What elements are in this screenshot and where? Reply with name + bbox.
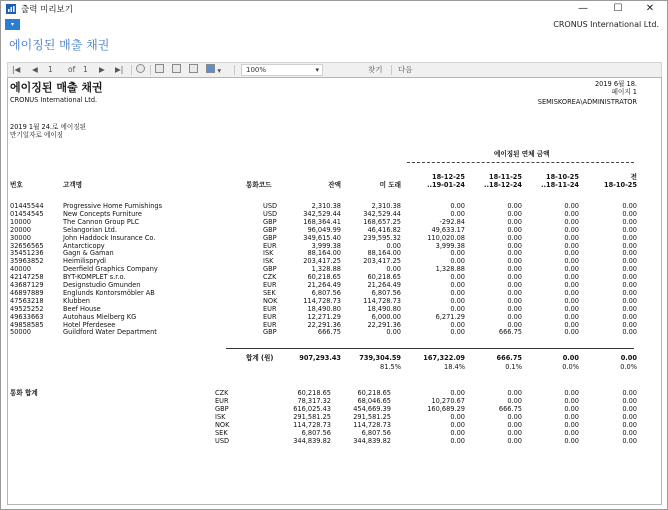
- cell-period1: 0.00: [450, 209, 465, 218]
- report-title: 에이징된 매출 채권: [10, 81, 103, 94]
- cell-period2: 0.00: [507, 241, 522, 250]
- cell-currency-code: ISK: [263, 257, 274, 266]
- col-header-period3-end: ..18-11-24: [540, 181, 579, 189]
- cell-period1: 3,999.38: [435, 241, 465, 250]
- cell-period2: 0.00: [507, 209, 522, 218]
- cell-customer-name: New Concepts Furniture: [63, 209, 142, 218]
- percent-period4: 0.0%: [620, 363, 637, 371]
- cell-currency-code: GBP: [263, 225, 277, 234]
- cell-period4: 0.00: [622, 225, 637, 234]
- currency-total-amount: 0.00: [564, 397, 579, 405]
- report-user: SEMISKOREA\ADMINISTRATOR: [537, 98, 637, 106]
- currency-total-amount: 6,807.56: [361, 429, 391, 437]
- col-header-period4-start: 전: [630, 173, 637, 181]
- currency-total-code: CZK: [215, 389, 229, 397]
- cell-customer-name: Designstudio Gmunden: [63, 281, 141, 289]
- report-page-number: 페이지 1: [611, 88, 637, 96]
- page-total: 1: [83, 65, 88, 74]
- cell-customer-no: 49858585: [10, 320, 44, 329]
- cell-not-due: 168,657.25: [363, 217, 401, 226]
- overdue-divider: [407, 162, 634, 163]
- currency-total-amount: 0.00: [507, 397, 522, 405]
- cell-period1: 110,020.08: [427, 233, 465, 242]
- printer-icon[interactable]: [155, 64, 164, 77]
- cell-period3: 0.00: [564, 217, 579, 226]
- cell-customer-no: 10000: [10, 217, 31, 226]
- cell-not-due: 0.00: [386, 328, 401, 337]
- currency-total-amount: 0.00: [450, 429, 465, 437]
- cell-customer-name: Englunds Kontorsmöbler AB: [63, 288, 155, 297]
- cell-period4: 0.00: [622, 265, 637, 274]
- col-header-period4-end: 18-10-25: [603, 181, 637, 189]
- currency-total-amount: 0.00: [564, 437, 579, 445]
- cell-period2: 0.00: [507, 281, 522, 289]
- col-header-no: 번호: [10, 181, 23, 189]
- currency-total-amount: 114,728.73: [293, 421, 331, 429]
- currency-total-amount: 291,581.25: [353, 413, 391, 421]
- cell-period2: 0.00: [507, 233, 522, 242]
- cell-period2: 0.00: [507, 288, 522, 297]
- cell-period1: -292.84: [439, 217, 465, 226]
- currency-total-amount: 0.00: [622, 437, 637, 445]
- cell-period4: 0.00: [622, 296, 637, 305]
- cell-period1: 0.00: [450, 273, 465, 282]
- cell-customer-name: Gagn & Gaman: [63, 249, 114, 258]
- col-header-period1-end: ..19-01-24: [426, 181, 465, 189]
- currency-total-amount: 0.00: [507, 437, 522, 445]
- currency-total-code: ISK: [215, 413, 226, 421]
- menu-dropdown-button[interactable]: ▾: [5, 19, 20, 30]
- cell-customer-no: 20000: [10, 225, 31, 234]
- currency-total-amount: 0.00: [507, 389, 522, 397]
- currency-total-amount: 6,807.56: [301, 429, 331, 437]
- zoom-value: 100%: [246, 66, 267, 74]
- cell-period3: 0.00: [564, 328, 579, 337]
- overdue-header: 에이징된 연체 금액: [494, 150, 550, 158]
- currency-total-label: 통화 합계: [10, 389, 38, 397]
- cell-period3: 0.00: [564, 265, 579, 274]
- cell-not-due: 46,416.82: [367, 225, 401, 234]
- cell-period4: 0.00: [622, 202, 637, 210]
- cell-period2: 0.00: [507, 273, 522, 282]
- preview-toolbar: [7, 62, 662, 78]
- currency-total-code: GBP: [215, 405, 229, 413]
- currency-total-amount: 0.00: [450, 413, 465, 421]
- cell-customer-name: Beef House: [63, 304, 101, 313]
- cell-customer-name: John Haddock Insurance Co.: [63, 233, 156, 242]
- cell-period2: 0.00: [507, 312, 522, 321]
- cell-currency-code: SEK: [263, 288, 276, 297]
- stop-icon[interactable]: [136, 64, 145, 77]
- cell-period3: 0.00: [564, 273, 579, 282]
- currency-total-amount: 0.00: [564, 421, 579, 429]
- col-header-balance: 잔액: [328, 181, 341, 189]
- cell-period4: 0.00: [622, 209, 637, 218]
- cell-balance: 666.75: [317, 328, 341, 337]
- maximize-button[interactable]: ☐: [613, 3, 623, 14]
- minimize-button[interactable]: —: [578, 3, 588, 14]
- currency-total-amount: 0.00: [622, 413, 637, 421]
- cell-balance: 3,999.38: [311, 241, 341, 250]
- cell-period4: 0.00: [622, 249, 637, 258]
- cell-currency-code: EUR: [263, 281, 277, 289]
- cell-period4: 0.00: [622, 257, 637, 266]
- currency-total-amount: 68,046.65: [357, 397, 391, 405]
- cell-period2: 0.00: [507, 265, 522, 274]
- cell-period4: 0.00: [622, 312, 637, 321]
- cell-customer-name: The Cannon Group PLC: [63, 217, 140, 226]
- find-next-link[interactable]: 다음: [398, 65, 413, 74]
- cell-period4: 0.00: [622, 217, 637, 226]
- cell-balance: 168,364.41: [303, 217, 341, 226]
- cell-customer-no: 35451236: [10, 249, 44, 258]
- cell-period4: 0.00: [622, 288, 637, 297]
- cell-period4: 0.00: [622, 281, 637, 289]
- cell-period1: 49,633.17: [431, 225, 465, 234]
- cell-not-due: 6,000.00: [371, 312, 401, 321]
- cell-period2: 0.00: [507, 257, 522, 266]
- total-not-due: 739,304.59: [359, 354, 401, 362]
- cell-customer-name: Progressive Home Furnishings: [63, 202, 163, 210]
- cell-period3: 0.00: [564, 288, 579, 297]
- cell-customer-no: 49633663: [10, 312, 44, 321]
- cell-period1: 0.00: [450, 320, 465, 329]
- cell-customer-no: 50000: [10, 328, 31, 337]
- report-company: CRONUS International Ltd.: [10, 96, 98, 104]
- cell-customer-name: Klubben: [63, 296, 90, 305]
- cell-customer-no: 49525252: [10, 304, 44, 313]
- currency-total-code: NOK: [215, 421, 230, 429]
- cell-balance: 114,728.73: [303, 296, 341, 305]
- cell-period1: 0.00: [450, 281, 465, 289]
- last-page-button[interactable]: ▶|: [115, 65, 124, 74]
- cell-period1: 0.00: [450, 202, 465, 210]
- cell-currency-code: GBP: [263, 328, 277, 337]
- cell-currency-code: CZK: [263, 273, 277, 282]
- cell-period3: 0.00: [564, 249, 579, 258]
- currency-total-amount: 344,839.82: [353, 437, 391, 445]
- cell-customer-name: Hotel Pferdesee: [63, 320, 116, 329]
- total-period1: 167,322.09: [423, 354, 465, 362]
- cell-customer-name: Heimilisprydi: [63, 257, 107, 266]
- cell-period4: 0.00: [622, 304, 637, 313]
- cell-customer-no: 43687129: [10, 281, 44, 289]
- cell-period1: 0.00: [450, 296, 465, 305]
- cell-period1: 0.00: [450, 288, 465, 297]
- cell-customer-name: Guildford Water Department: [63, 328, 157, 337]
- cell-period3: 0.00: [564, 209, 579, 218]
- cell-period1: 1,328.88: [435, 265, 465, 274]
- currency-total-amount: 10,270.67: [431, 397, 465, 405]
- cell-not-due: 88,164.00: [367, 249, 401, 258]
- currency-total-amount: 0.00: [450, 421, 465, 429]
- currency-total-code: EUR: [215, 397, 229, 405]
- percent-not-due: 81.5%: [380, 363, 401, 371]
- currency-total-amount: 0.00: [450, 389, 465, 397]
- cell-not-due: 2,310.38: [371, 202, 401, 210]
- cell-period1: 6,271.29: [435, 312, 465, 321]
- cell-currency-code: GBP: [263, 217, 277, 226]
- cell-currency-code: ISK: [263, 249, 274, 258]
- app-chart-icon: [6, 4, 16, 14]
- col-header-currency: 통화코드: [246, 181, 272, 189]
- col-header-name: 고객명: [63, 181, 83, 189]
- cell-period3: 0.00: [564, 296, 579, 305]
- cell-period2: 0.00: [507, 217, 522, 226]
- col-header-period2-start: 18-11-25: [488, 173, 522, 181]
- currency-total-amount: 616,025.43: [293, 405, 331, 413]
- cell-balance: 12,271.29: [307, 312, 341, 321]
- total-label: 합계 (원): [246, 354, 274, 362]
- cell-customer-name: Autohaus Mielberg KG: [63, 312, 137, 321]
- cell-period2: 0.00: [507, 202, 522, 210]
- percent-period2: 0.1%: [505, 363, 522, 371]
- cell-currency-code: USD: [263, 209, 278, 218]
- cell-customer-no: 47563218: [10, 296, 44, 305]
- cell-balance: 18,490.80: [307, 304, 341, 313]
- total-period3: 0.00: [562, 354, 579, 362]
- cell-customer-no: 30000: [10, 233, 31, 242]
- cell-currency-code: NOK: [263, 296, 278, 305]
- currency-total-amount: 0.00: [622, 429, 637, 437]
- currency-total-amount: 0.00: [564, 389, 579, 397]
- cell-period2: 0.00: [507, 320, 522, 329]
- cell-not-due: 342,529.44: [363, 209, 401, 218]
- cell-balance: 349,615.40: [303, 233, 341, 242]
- cell-customer-no: 42147258: [10, 273, 44, 282]
- cell-period3: 0.00: [564, 225, 579, 234]
- cell-currency-code: EUR: [263, 304, 277, 313]
- cell-customer-name: Antarcticopy: [63, 241, 105, 250]
- currency-total-amount: 0.00: [507, 421, 522, 429]
- close-button[interactable]: ✕: [645, 3, 655, 14]
- page-layout-icon[interactable]: [172, 64, 181, 77]
- currency-total-amount: 0.00: [622, 397, 637, 405]
- currency-total-amount: 160,689.29: [427, 405, 465, 413]
- zoom-select[interactable]: [241, 64, 323, 76]
- total-period2: 666.75: [496, 354, 522, 362]
- cell-customer-no: 32656565: [10, 241, 44, 250]
- currency-total-amount: 60,218.65: [297, 389, 331, 397]
- cell-customer-name: Deerfield Graphics Company: [63, 265, 158, 274]
- cell-balance: 6,807.56: [311, 288, 341, 297]
- previous-page-button[interactable]: ◀: [32, 65, 38, 74]
- cell-period3: 0.00: [564, 312, 579, 321]
- total-balance: 907,293.43: [299, 354, 341, 362]
- currency-total-amount: 0.00: [622, 421, 637, 429]
- cell-period2: 666.75: [498, 328, 522, 337]
- toolbar-divider: [131, 65, 132, 75]
- cell-period2: 0.00: [507, 296, 522, 305]
- currency-total-amount: 0.00: [507, 429, 522, 437]
- cell-period4: 0.00: [622, 233, 637, 242]
- cell-not-due: 239,595.32: [363, 233, 401, 242]
- report-page: [7, 77, 662, 505]
- currency-total-amount: 0.00: [507, 413, 522, 421]
- cell-not-due: 60,218.65: [367, 273, 401, 282]
- currency-total-amount: 0.00: [622, 389, 637, 397]
- cell-period3: 0.00: [564, 257, 579, 266]
- cell-not-due: 0.00: [386, 241, 401, 250]
- cell-not-due: 21,264.49: [367, 281, 401, 289]
- total-period4: 0.00: [620, 354, 637, 362]
- cell-currency-code: GBP: [263, 233, 277, 242]
- cell-period3: 0.00: [564, 281, 579, 289]
- next-page-button[interactable]: ▶: [99, 65, 105, 74]
- col-header-period3-start: 18-10-25: [545, 173, 579, 181]
- currency-total-code: SEK: [215, 429, 228, 437]
- chevron-down-icon: ▾: [315, 66, 319, 74]
- cell-period3: 0.00: [564, 241, 579, 250]
- page-of-label: of: [68, 65, 76, 74]
- page-setup-icon[interactable]: [189, 64, 198, 77]
- cell-customer-no: 46897889: [10, 288, 44, 297]
- toolbar-divider: [150, 65, 151, 75]
- currency-total-amount: 78,317.32: [297, 397, 331, 405]
- find-link[interactable]: 찾기: [368, 65, 383, 74]
- cell-not-due: 203,417.25: [363, 257, 401, 266]
- first-page-button[interactable]: |◀: [12, 65, 21, 74]
- cell-balance: 342,529.44: [303, 209, 341, 218]
- currency-total-amount: 0.00: [564, 413, 579, 421]
- cell-period4: 0.00: [622, 328, 637, 337]
- cell-period3: 0.00: [564, 202, 579, 210]
- cell-period3: 0.00: [564, 320, 579, 329]
- cell-period1: 0.00: [450, 249, 465, 258]
- col-header-period2-end: ..18-12-24: [483, 181, 522, 189]
- cell-currency-code: EUR: [263, 241, 277, 250]
- cell-balance: 1,328.88: [311, 265, 341, 274]
- cell-balance: 96,049.99: [307, 225, 341, 234]
- cell-currency-code: USD: [263, 202, 278, 210]
- report-filter-due: 만기일자로 에이징: [10, 131, 64, 139]
- percent-period1: 18.4%: [444, 363, 465, 371]
- cell-period4: 0.00: [622, 273, 637, 282]
- cell-not-due: 22,291.36: [367, 320, 401, 329]
- col-header-not-due: 미 도래: [379, 181, 401, 189]
- cell-period4: 0.00: [622, 241, 637, 250]
- cell-customer-no: 35963852: [10, 257, 44, 266]
- cell-not-due: 0.00: [386, 265, 401, 274]
- report-filter-aged: 2019 1월 24.로 에이징된: [10, 123, 86, 131]
- toolbar-divider: [391, 65, 392, 75]
- currency-total-amount: 0.00: [564, 429, 579, 437]
- currency-total-amount: 60,218.65: [357, 389, 391, 397]
- col-header-period1-start: 18-12-25: [431, 173, 465, 181]
- cell-period3: 0.00: [564, 304, 579, 313]
- currency-total-amount: 666.75: [498, 405, 522, 413]
- cell-not-due: 18,490.80: [367, 304, 401, 313]
- cell-period1: 0.00: [450, 257, 465, 266]
- cell-not-due: 114,728.73: [363, 296, 401, 305]
- cell-balance: 203,417.25: [303, 257, 341, 266]
- cell-customer-no: 40000: [10, 265, 31, 274]
- cell-currency-code: EUR: [263, 312, 277, 321]
- currency-total-amount: 0.00: [564, 405, 579, 413]
- currency-total-amount: 0.00: [450, 437, 465, 445]
- currency-total-amount: 344,839.82: [293, 437, 331, 445]
- cell-balance: 88,164.00: [307, 249, 341, 258]
- cell-balance: 22,291.36: [307, 320, 341, 329]
- cell-customer-no: 01454545: [10, 209, 44, 218]
- currency-total-amount: 291,581.25: [293, 413, 331, 421]
- toolbar-divider: [234, 65, 235, 75]
- report-date: 2019 6월 18.: [594, 80, 637, 88]
- currency-total-code: USD: [215, 437, 230, 445]
- cell-balance: 21,264.49: [307, 281, 341, 289]
- save-export-icon[interactable]: ▾: [206, 64, 221, 77]
- currency-total-amount: 114,728.73: [353, 421, 391, 429]
- cell-balance: 60,218.65: [307, 273, 341, 282]
- percent-period3: 0.0%: [562, 363, 579, 371]
- cell-period3: 0.00: [564, 233, 579, 242]
- cell-period1: 0.00: [450, 328, 465, 337]
- window-title: 출력 미리보기: [21, 5, 73, 15]
- page-heading: 에이징된 매출 채권: [9, 38, 110, 52]
- cell-customer-name: Selangorian Ltd.: [63, 225, 117, 234]
- title-bar: [1, 1, 667, 18]
- cell-period2: 0.00: [507, 304, 522, 313]
- cell-period2: 0.00: [507, 225, 522, 234]
- cell-customer-name: BYT-KOMPLET s.r.o.: [63, 273, 126, 282]
- cell-not-due: 6,807.56: [371, 288, 401, 297]
- currency-total-amount: 0.00: [622, 405, 637, 413]
- currency-total-amount: 454,669.39: [353, 405, 391, 413]
- page-number-field[interactable]: 1: [48, 65, 53, 74]
- cell-period4: 0.00: [622, 320, 637, 329]
- cell-period2: 0.00: [507, 249, 522, 258]
- cell-period1: 0.00: [450, 304, 465, 313]
- company-name: CRONUS International Ltd.: [553, 20, 659, 29]
- cell-currency-code: GBP: [263, 265, 277, 274]
- total-divider: [226, 348, 634, 349]
- cell-currency-code: EUR: [263, 320, 277, 329]
- cell-balance: 2,310.38: [311, 202, 341, 210]
- cell-customer-no: 01445544: [10, 202, 44, 210]
